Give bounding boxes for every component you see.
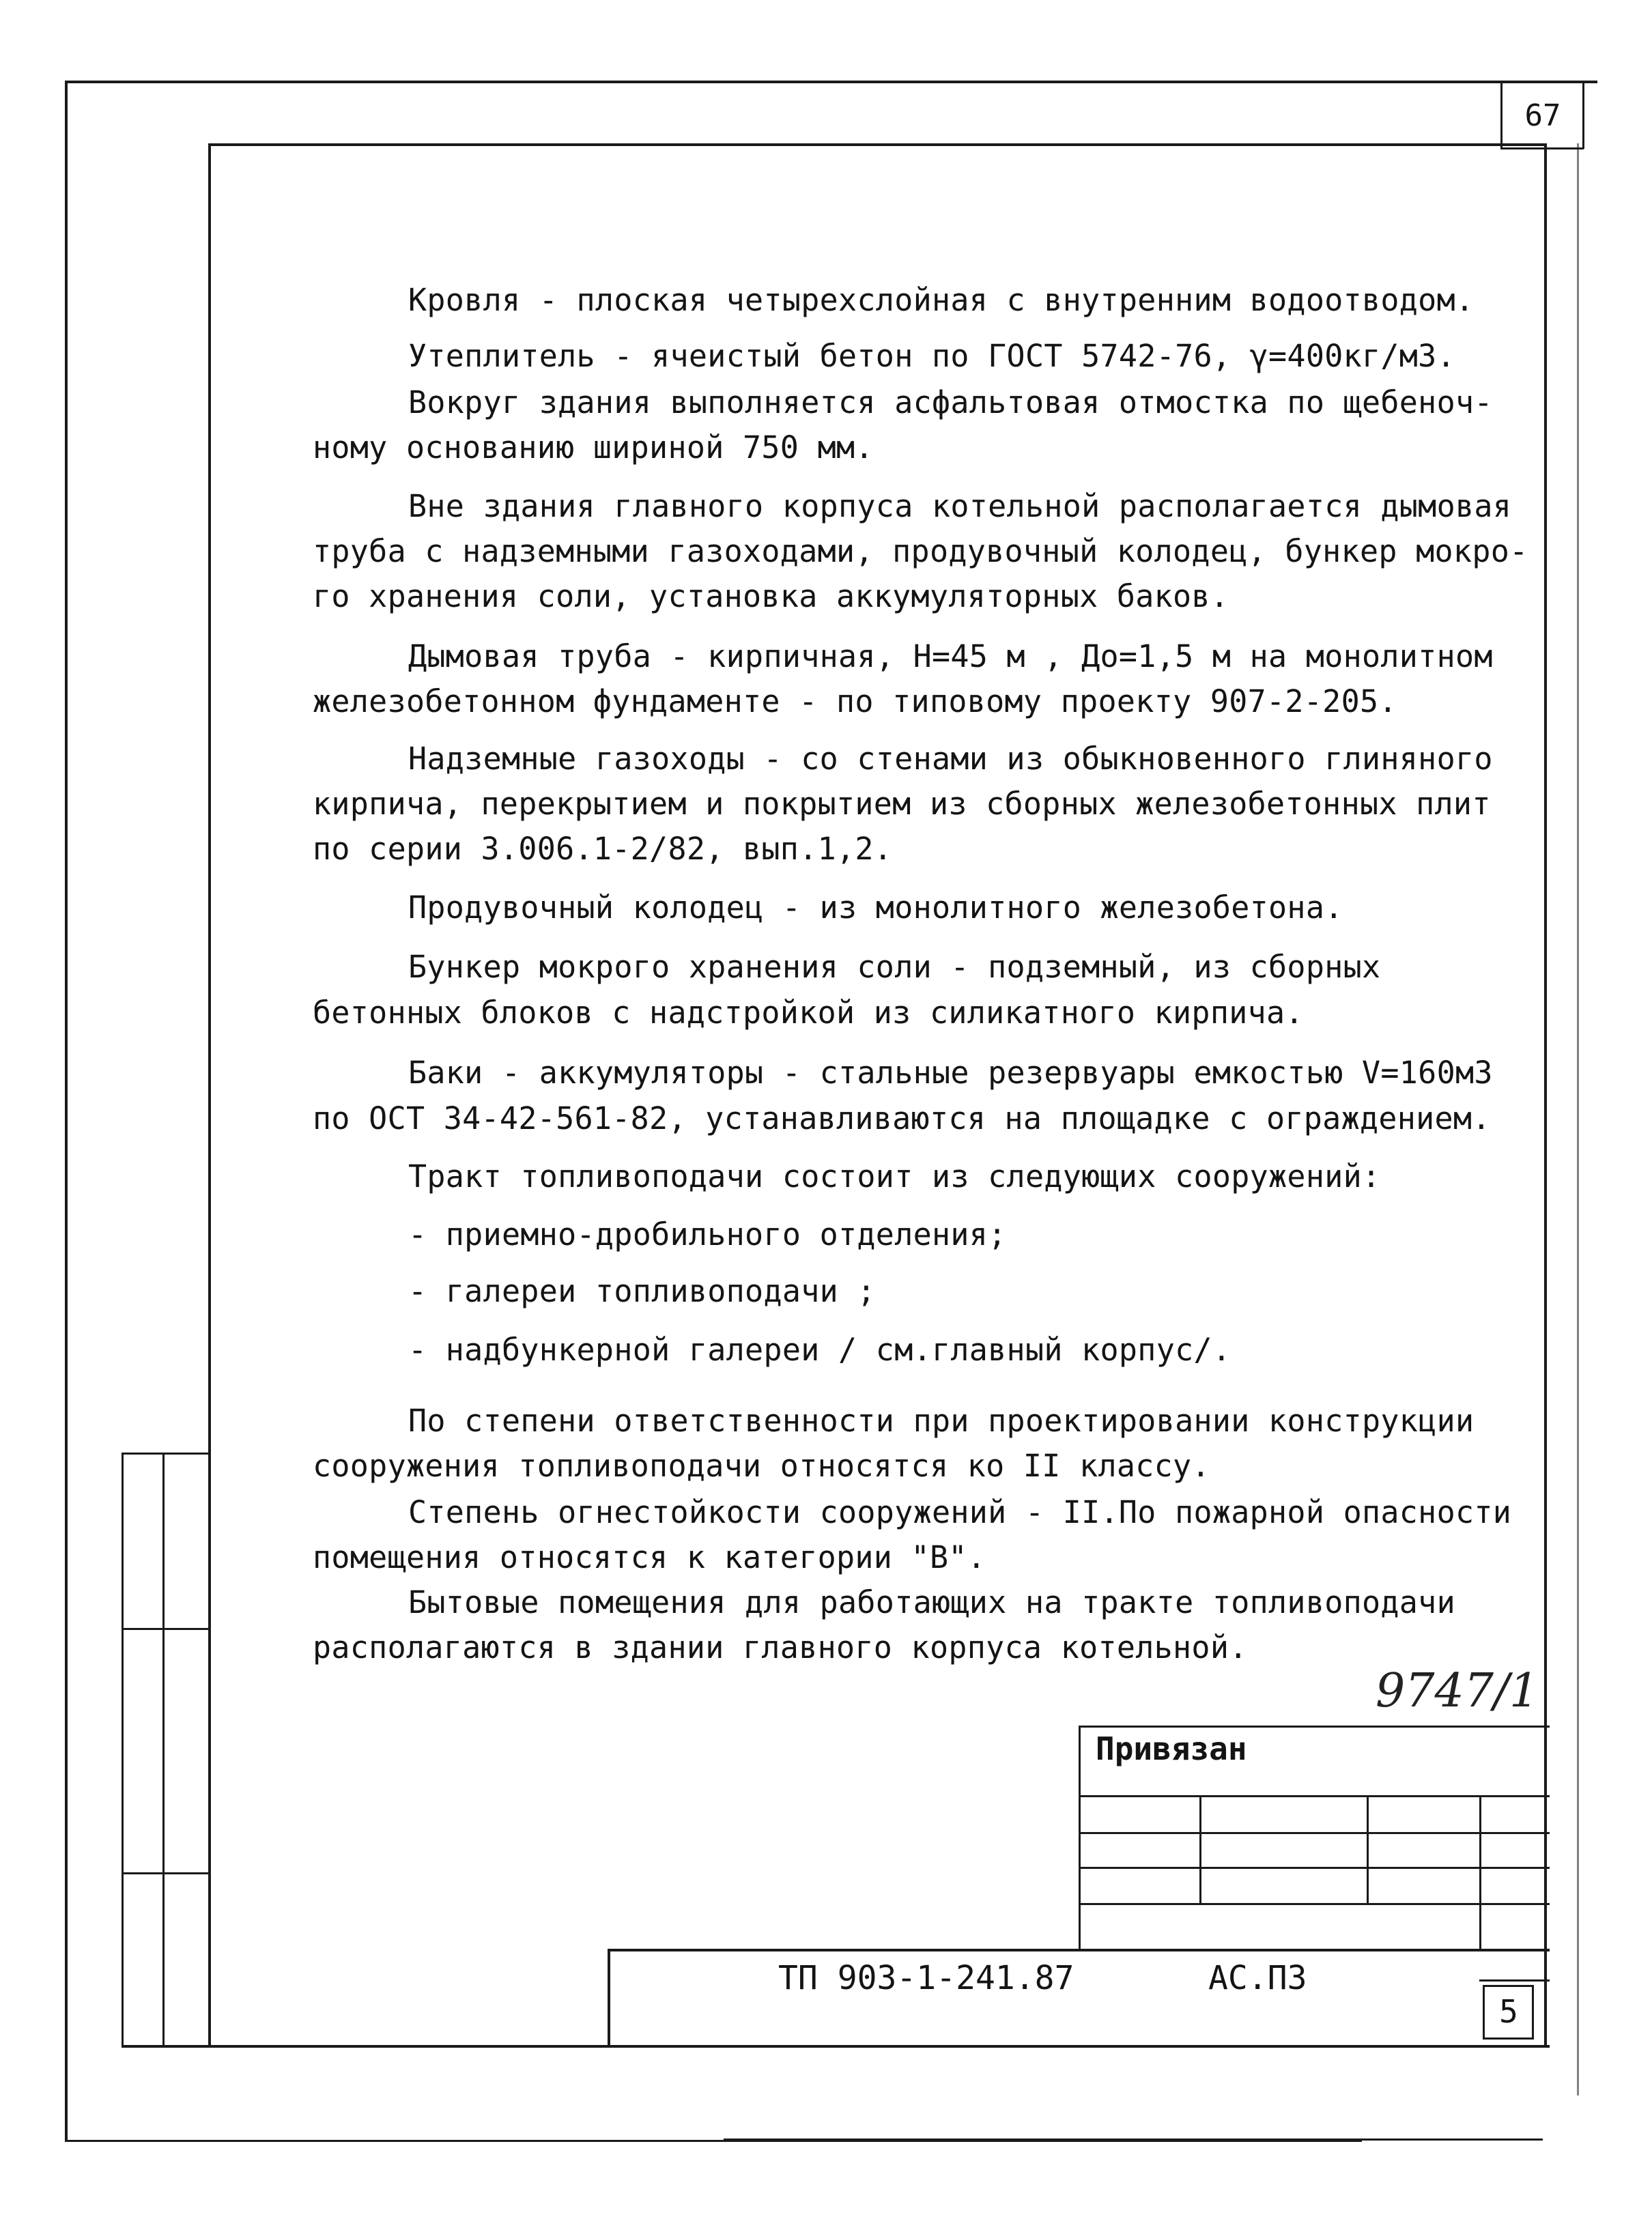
stamp-upper-left <box>1079 1726 1081 1951</box>
page-number: 67 <box>1524 98 1561 133</box>
text-line-7: го хранения соли, установка аккумуляторных баков. <box>313 578 1229 614</box>
text-line-17: по ОСТ 34-42-561-82, устанавливаются на площадке с ограждением. <box>313 1100 1491 1136</box>
stamp-lower-left <box>608 1949 610 2046</box>
text-line-20: - галереи топливоподачи ; <box>408 1273 876 1309</box>
outer-frame-bottom-right <box>724 2139 1543 2141</box>
binding-strip-row-1 <box>122 1628 210 1630</box>
stamp-upper-top <box>1079 1726 1550 1728</box>
text-line-9: железобетонном фундаменте - по типовому проекту 907-2-205. <box>313 683 1397 719</box>
sheet-number: 5 <box>1499 1993 1518 2030</box>
binding-strip-row-2 <box>122 1872 210 1874</box>
text-line-21: - надбункерной галереи / см.главный корпус/. <box>408 1332 1231 1368</box>
text-line-13: Продувочный колодец - из монолитного железобетона. <box>408 889 1343 926</box>
page-number-box-bottom <box>1500 147 1584 149</box>
text-line-16: Баки - аккумуляторы - стальные резервуары емкостью V=160м3 <box>408 1055 1493 1091</box>
text-line-2: Утеплитель - ячеистый бетон по ГОСТ 5742-76, γ=400кг/м3. <box>408 338 1455 374</box>
text-line-4: ному основанию шириной 750 мм. <box>313 429 874 466</box>
text-line-5: Вне здания главного корпуса котельной располагается дымовая <box>408 488 1512 524</box>
handwritten-archive-number: 9747/1 <box>1376 1664 1539 1718</box>
sheet-box-left <box>1483 1985 1485 2040</box>
text-line-26: Бытовые помещения для работающих на тракте топливоподачи <box>408 1584 1455 1620</box>
text-line-22: По степени ответственности при проектировании конструкции <box>408 1403 1475 1439</box>
text-line-18: Тракт топливоподачи состоит из следующих сооружений: <box>408 1158 1381 1195</box>
binding-strip-top <box>122 1453 210 1455</box>
binding-strip-divider <box>162 1453 165 2046</box>
sheet-box-top <box>1483 1985 1534 1987</box>
inner-frame-right <box>1544 143 1547 2048</box>
sheet-box-right <box>1532 1985 1534 2040</box>
text-line-3: Вокруг здания выполняется асфальтовая отмостка по щебеноч- <box>408 384 1493 420</box>
right-edge-dashed <box>1577 143 1579 2096</box>
page-number-box-left <box>1500 81 1503 149</box>
text-line-6: труба с надземными газоходами, продувочный колодец, бункер мокро- <box>313 533 1528 569</box>
binding-strip-left <box>122 1453 124 2046</box>
inner-frame-left <box>208 143 211 2048</box>
document-section: АС.ПЗ <box>1208 1959 1307 1997</box>
stamp-label-privyazan: Привязан <box>1096 1730 1247 1767</box>
text-line-1: Кровля - плоская четырехслойная с внутренним водоотводом. <box>408 282 1475 318</box>
stamp-grid-col-3 <box>1479 1795 1481 1951</box>
text-line-11: кирпича, перекрытием и покрытием из сборных железобетонных плит <box>313 786 1491 822</box>
text-line-12: по серии 3.006.1-2/82, вып.1,2. <box>313 831 893 867</box>
text-line-27: располагаются в здании главного корпуса котельной. <box>313 1629 1248 1665</box>
text-line-14: Бункер мокрого хранения соли - подземный, из сборных <box>408 949 1381 985</box>
stamp-lower-right-split <box>1479 1979 1550 1982</box>
text-line-24: Степень огнестойкости сооружений - II.По пожарной опасности <box>408 1494 1512 1530</box>
text-line-10: Надземные газоходы - со стенами из обыкновенного глиняного <box>408 741 1493 777</box>
text-line-15: бетонных блоков с надстройкой из силикатного кирпича. <box>313 995 1304 1031</box>
inner-frame-top <box>208 143 1546 146</box>
text-line-8: Дымовая труба - кирпичная, Н=45 м , До=1,5 м на монолитном <box>408 638 1493 674</box>
stamp-grid-col-1 <box>1199 1795 1201 1903</box>
page-number-box-right <box>1582 81 1584 149</box>
text-line-23: сооружения топливоподачи относятся ко II классу. <box>313 1448 1210 1484</box>
stamp-lower-top <box>608 1949 1550 1951</box>
text-line-25: помещения относятся к категории "В". <box>313 1539 986 1575</box>
sheet-box-bottom <box>1483 2037 1534 2040</box>
outer-frame-left <box>65 81 68 2142</box>
inner-frame-bottom <box>122 2045 1550 2048</box>
document-code: ТП 903-1-241.87 <box>778 1959 1074 1997</box>
text-line-19: - приемно-дробильного отделения; <box>408 1216 1007 1253</box>
outer-frame-top <box>65 81 1597 83</box>
stamp-grid-col-2 <box>1367 1795 1369 1903</box>
